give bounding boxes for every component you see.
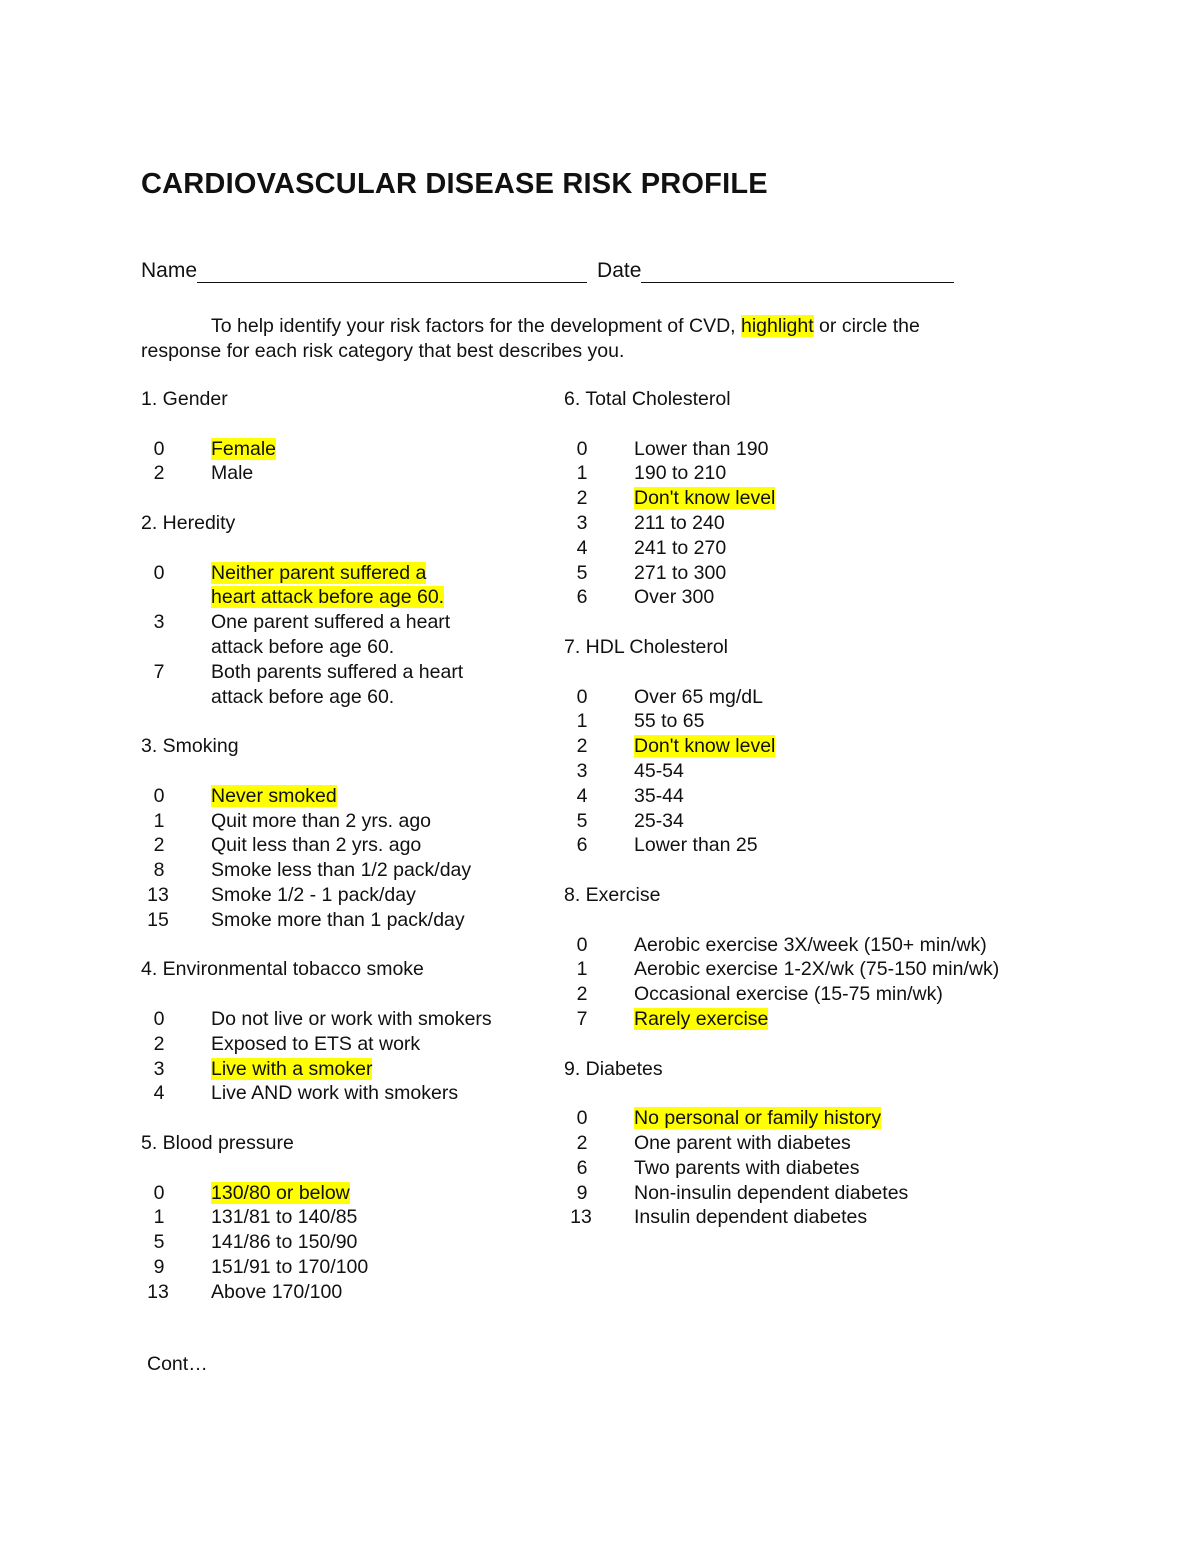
risk-option[interactable] xyxy=(141,561,551,611)
risk-score: 7 xyxy=(576,1007,588,1030)
section-exercise xyxy=(564,883,1064,1057)
risk-option[interactable] xyxy=(564,486,1064,511)
risk-option-label: Female xyxy=(211,437,277,460)
risk-score: 1 xyxy=(153,809,165,832)
risk-option[interactable] xyxy=(564,759,1064,784)
risk-score: 0 xyxy=(576,437,588,460)
section-title: 4. Environmental tobacco smoke xyxy=(141,958,424,981)
risk-option[interactable] xyxy=(564,833,1064,858)
risk-score: 6 xyxy=(576,1156,588,1179)
risk-option-label: 35-44 xyxy=(634,784,684,807)
risk-option-label: 25-34 xyxy=(634,809,684,832)
risk-score: 0 xyxy=(153,437,165,460)
section-smoking xyxy=(141,734,551,957)
risk-score: 4 xyxy=(576,536,588,559)
risk-option-label: Aerobic exercise 3X/week (150+ min/wk) xyxy=(634,933,987,956)
risk-option[interactable] xyxy=(564,1156,1064,1181)
risk-option-label: Live AND work with smokers xyxy=(211,1082,459,1105)
risk-option[interactable] xyxy=(141,883,551,908)
risk-score: 8 xyxy=(153,859,165,882)
section-title: 1. Gender xyxy=(141,388,228,410)
risk-option-label: Two parents with diabetes xyxy=(634,1156,860,1179)
risk-option-label: Do not live or work with smokers xyxy=(211,1007,492,1030)
risk-option[interactable] xyxy=(141,1230,551,1255)
risk-score: 3 xyxy=(153,1057,165,1080)
risk-score: 3 xyxy=(153,611,165,634)
risk-option-label: Live with a smoker xyxy=(211,1057,373,1080)
risk-option-label: Quit less than 2 yrs. ago xyxy=(211,834,422,857)
risk-option[interactable] xyxy=(141,660,551,710)
risk-option-label: Over 65 mg/dL xyxy=(634,685,763,708)
page-title: CARDIOVASCULAR DISEASE RISK PROFILE xyxy=(141,168,768,200)
risk-score: 1 xyxy=(576,710,588,733)
section-blood-pressure xyxy=(141,1131,551,1305)
risk-score: 0 xyxy=(576,685,588,708)
risk-option-label: Quit more than 2 yrs. ago xyxy=(211,809,432,832)
risk-option[interactable] xyxy=(141,809,551,834)
risk-option-label: One parent suffered a heart attack before age 60. xyxy=(211,611,451,658)
risk-option-label: 190 to 210 xyxy=(634,462,727,485)
risk-score: 1 xyxy=(576,462,588,485)
risk-option-label: 141/86 to 150/90 xyxy=(211,1231,358,1254)
risk-option[interactable] xyxy=(564,709,1064,734)
risk-option[interactable] xyxy=(141,1205,551,1230)
risk-option[interactable] xyxy=(564,437,1064,462)
risk-option[interactable] xyxy=(141,1255,551,1280)
instructions-text: To help identify your risk factors for the development of CVD, xyxy=(211,315,741,337)
risk-option[interactable] xyxy=(141,833,551,858)
section-total-cholesterol xyxy=(564,387,1064,635)
risk-score: 2 xyxy=(153,1032,165,1055)
risk-option[interactable] xyxy=(141,610,551,660)
risk-option[interactable] xyxy=(564,784,1064,809)
risk-score: 0 xyxy=(153,1181,165,1204)
risk-option[interactable] xyxy=(564,982,1064,1007)
risk-score: 5 xyxy=(576,561,588,584)
risk-score: 0 xyxy=(153,1007,165,1030)
section-title: 5. Blood pressure xyxy=(141,1131,294,1154)
risk-score: 13 xyxy=(570,1206,592,1229)
right-column xyxy=(564,387,1064,1230)
risk-option[interactable] xyxy=(564,1131,1064,1156)
risk-option-label: Don't know level xyxy=(634,735,776,758)
risk-option-label: One parent with diabetes xyxy=(634,1131,851,1154)
section-hdl-cholesterol xyxy=(564,635,1064,883)
risk-option-label: Rarely exercise xyxy=(634,1007,769,1030)
risk-score: 1 xyxy=(576,958,588,981)
risk-option[interactable] xyxy=(141,784,551,809)
risk-option[interactable] xyxy=(564,461,1064,486)
risk-option[interactable] xyxy=(564,1007,1064,1032)
risk-score: 5 xyxy=(153,1231,165,1254)
risk-option-label: Non-insulin dependent diabetes xyxy=(634,1181,909,1204)
risk-option-label: Over 300 xyxy=(634,586,715,609)
risk-option[interactable] xyxy=(141,461,551,486)
risk-option[interactable] xyxy=(564,561,1064,586)
risk-option-label: Both parents suffered a heart attack before age 60. xyxy=(211,660,464,708)
risk-option-label: No personal or family history xyxy=(634,1107,882,1130)
section-title: 6. Total Cholesterol xyxy=(564,388,731,410)
risk-option-label: Neither parent suffered a heart attack before age 60. xyxy=(211,561,445,609)
instructions-line-2: response for each risk category that best describes you. xyxy=(141,340,625,362)
risk-option[interactable] xyxy=(564,511,1064,536)
risk-score: 13 xyxy=(147,883,169,906)
risk-option[interactable] xyxy=(141,1057,551,1082)
risk-score: 0 xyxy=(153,784,165,807)
risk-option[interactable] xyxy=(141,1181,551,1206)
risk-score: 2 xyxy=(153,462,165,485)
risk-option[interactable] xyxy=(564,734,1064,759)
section-title: 3. Smoking xyxy=(141,735,239,758)
section-title: 7. HDL Cholesterol xyxy=(564,635,729,658)
risk-score: 2 xyxy=(576,983,588,1006)
risk-option-label: Never smoked xyxy=(211,784,337,807)
name-field[interactable] xyxy=(197,262,587,283)
risk-score: 6 xyxy=(576,834,588,857)
risk-option-label: Insulin dependent diabetes xyxy=(634,1206,868,1229)
instructions xyxy=(141,314,1041,364)
risk-score: 2 xyxy=(576,1131,588,1154)
risk-option[interactable] xyxy=(141,1081,551,1106)
risk-option-label: 151/91 to 170/100 xyxy=(211,1255,369,1278)
risk-option[interactable] xyxy=(564,1205,1064,1230)
section-title: 2. Heredity xyxy=(141,511,236,534)
risk-option-label: Occasional exercise (15-75 min/wk) xyxy=(634,983,943,1006)
left-column xyxy=(141,387,551,1304)
risk-score: 7 xyxy=(153,660,165,683)
section-heredity xyxy=(141,511,551,734)
section-diabetes xyxy=(564,1057,1064,1231)
date-field[interactable] xyxy=(641,262,954,283)
risk-option-label: Aerobic exercise 1-2X/wk (75-150 min/wk) xyxy=(634,958,1000,981)
risk-option-label: Smoke more than 1 pack/day xyxy=(211,908,465,931)
risk-score: 9 xyxy=(576,1181,588,1204)
risk-option-label: 130/80 or below xyxy=(211,1181,350,1204)
section-gender xyxy=(141,387,551,511)
risk-score: 3 xyxy=(576,511,588,534)
name-date-row xyxy=(141,259,954,283)
risk-option-label: 211 to 240 xyxy=(634,511,725,534)
section-title: 8. Exercise xyxy=(564,883,661,906)
risk-option[interactable] xyxy=(564,1106,1064,1131)
risk-score: 6 xyxy=(576,586,588,609)
risk-option[interactable] xyxy=(564,933,1064,958)
name-label: Name xyxy=(141,259,198,282)
risk-score: 0 xyxy=(153,561,165,584)
risk-option-label: Don't know level xyxy=(634,487,776,510)
risk-score: 2 xyxy=(576,487,588,510)
risk-score: 9 xyxy=(153,1255,165,1278)
risk-option[interactable] xyxy=(564,957,1064,982)
section-ets xyxy=(141,957,551,1131)
risk-option[interactable] xyxy=(564,1181,1064,1206)
risk-option[interactable] xyxy=(564,536,1064,561)
risk-option[interactable] xyxy=(141,908,551,933)
risk-score: 4 xyxy=(576,784,588,807)
risk-option-label: 55 to 65 xyxy=(634,710,705,733)
risk-option-label: Male xyxy=(211,462,254,485)
risk-option-label: 131/81 to 140/85 xyxy=(211,1206,358,1229)
section-title: 9. Diabetes xyxy=(564,1057,663,1080)
risk-score: 5 xyxy=(576,809,588,832)
instructions-highlight-word: highlight xyxy=(741,315,814,337)
risk-option-label: Lower than 25 xyxy=(634,834,758,857)
risk-score: 0 xyxy=(576,1107,588,1130)
risk-score: 1 xyxy=(153,1206,165,1229)
risk-option[interactable] xyxy=(141,858,551,883)
risk-option-label: Above 170/100 xyxy=(211,1280,343,1303)
risk-score: 15 xyxy=(147,908,169,931)
risk-option[interactable] xyxy=(141,1007,551,1032)
date-label: Date xyxy=(597,259,642,282)
risk-score: 3 xyxy=(576,759,588,782)
risk-score: 13 xyxy=(147,1280,169,1303)
risk-score: 2 xyxy=(153,834,165,857)
risk-option-label: Smoke 1/2 - 1 pack/day xyxy=(211,883,416,906)
risk-option[interactable] xyxy=(564,809,1064,834)
risk-score: 2 xyxy=(576,735,588,758)
risk-option[interactable] xyxy=(141,1280,551,1305)
risk-option-label: 45-54 xyxy=(634,759,684,782)
continued-note: Cont… xyxy=(147,1353,208,1375)
risk-option-label: 271 to 300 xyxy=(634,561,727,584)
risk-option-label: Exposed to ETS at work xyxy=(211,1032,421,1055)
risk-option-label: Smoke less than 1/2 pack/day xyxy=(211,859,472,882)
risk-option[interactable] xyxy=(141,437,551,462)
risk-option[interactable] xyxy=(564,685,1064,710)
risk-option-label: Lower than 190 xyxy=(634,437,769,460)
risk-option[interactable] xyxy=(564,585,1064,610)
risk-option-label: 241 to 270 xyxy=(634,536,727,559)
risk-option[interactable] xyxy=(141,1032,551,1057)
instructions-text-end: or circle the xyxy=(813,315,920,337)
risk-score: 4 xyxy=(153,1082,165,1105)
risk-score: 0 xyxy=(576,933,588,956)
